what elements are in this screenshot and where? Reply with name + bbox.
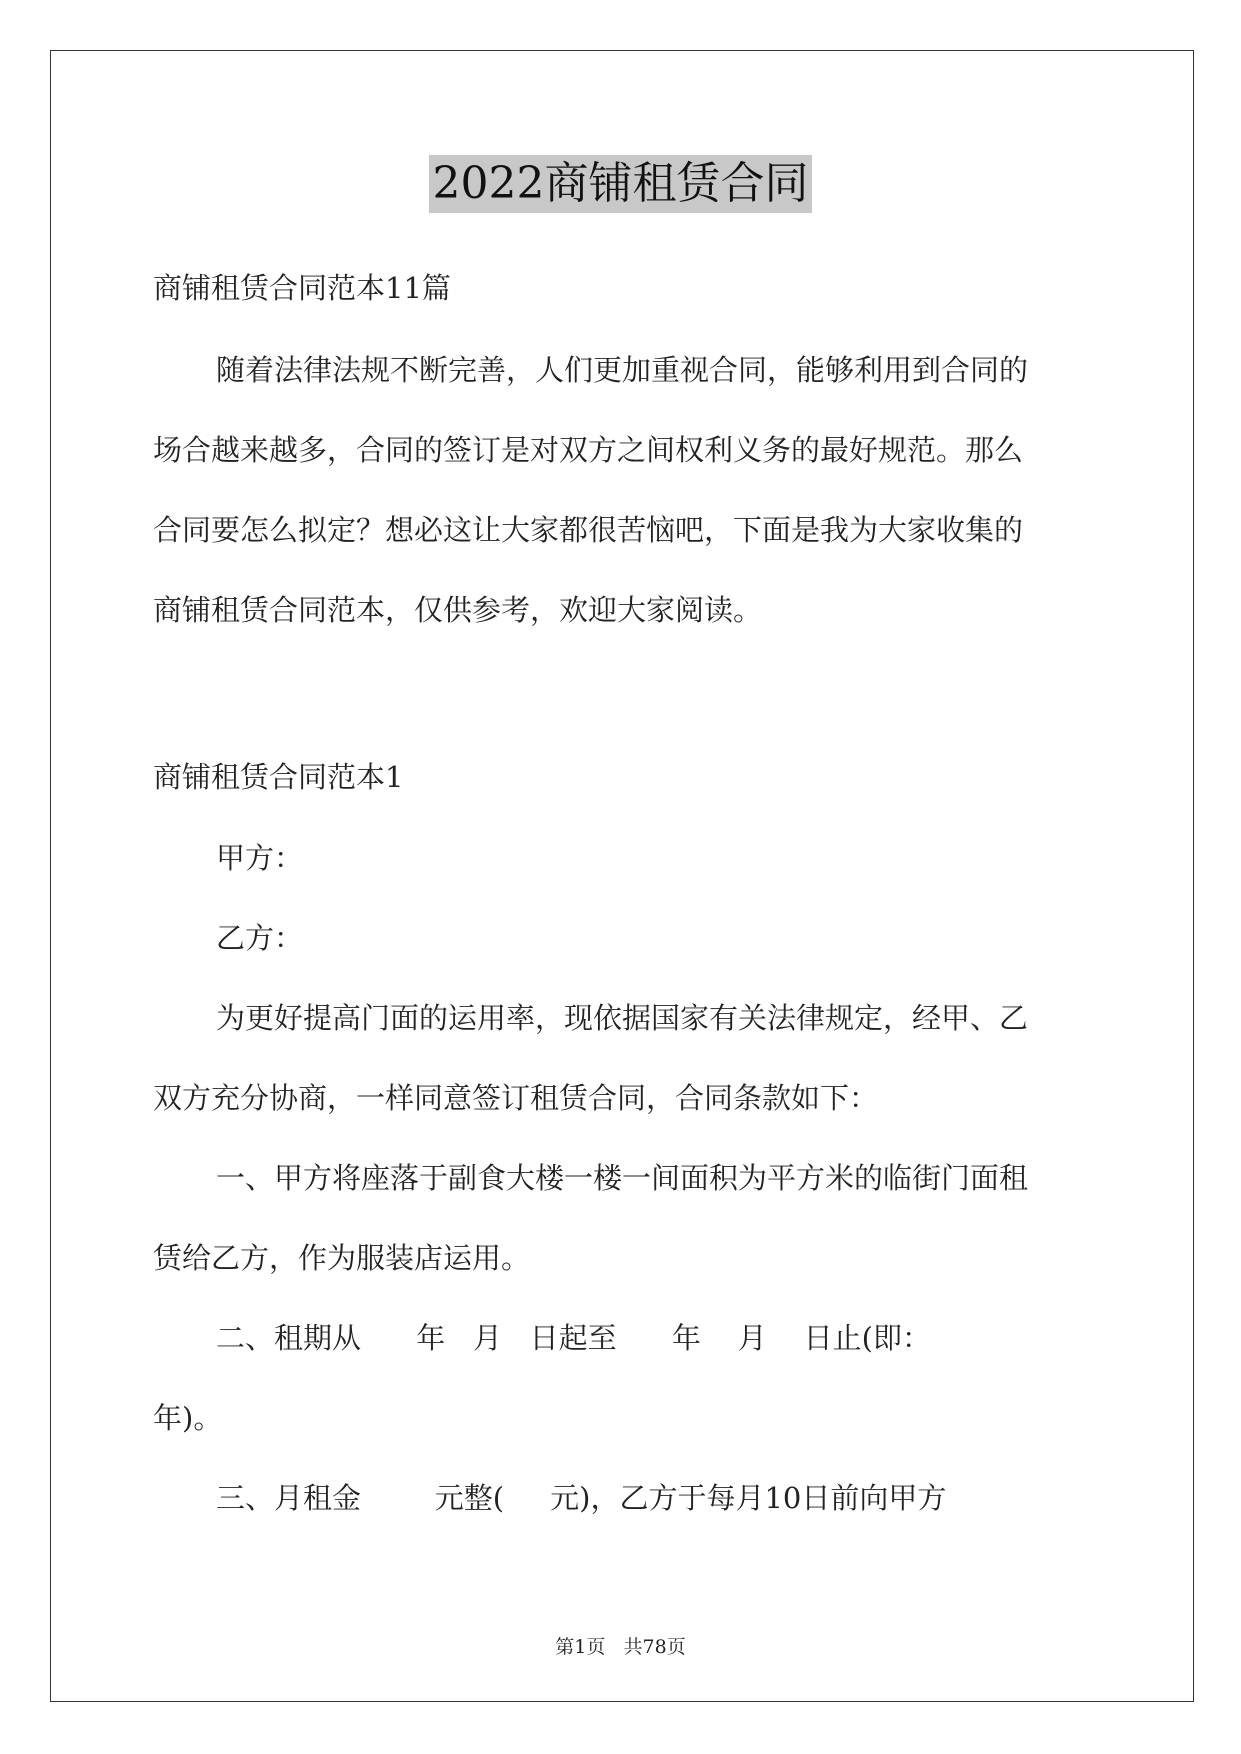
- clause-3-line-1: 三、月租金 元整( 元)，乙方于每月10日前向甲方: [216, 1481, 947, 1515]
- party-b-label: 乙方：: [216, 921, 304, 955]
- page-number: 第1页: [555, 1636, 606, 1658]
- party-a-label: 甲方：: [216, 841, 304, 875]
- intro-line-4: 商铺租赁合同范本，仅供参考，欢迎大家阅读。: [153, 593, 763, 627]
- document-title: 2022商铺租赁合同: [429, 155, 813, 213]
- intro-line-2: 场合越来越多，合同的签订是对双方之间权利义务的最好规范。那么: [153, 433, 1024, 467]
- clause-1-line-2: 赁给乙方，作为服装店运用。: [153, 1241, 531, 1275]
- title-container: [0, 155, 1241, 213]
- page-footer: [0, 1632, 1241, 1659]
- document-subtitle: 商铺租赁合同范本11篇: [153, 271, 451, 305]
- preamble-line-2: 双方充分协商，一样同意签订租赁合同，合同条款如下：: [153, 1081, 879, 1115]
- clause-2-line-2: 年)。: [153, 1401, 223, 1435]
- preamble-line-1: 为更好提高门面的运用率，现依据国家有关法律规定，经甲、乙: [216, 1001, 1029, 1035]
- page-total: 共78页: [623, 1636, 686, 1658]
- clause-2-line-1: 二、租期从 年 月 日起至 年 月 日止(即：: [216, 1321, 931, 1355]
- intro-line-1: 随着法律法规不断完善，人们更加重视合同，能够利用到合同的: [216, 353, 1029, 387]
- intro-line-3: 合同要怎么拟定？想必这让大家都很苦恼吧，下面是我为大家收集的: [153, 513, 1024, 547]
- section-heading: 商铺租赁合同范本1: [153, 760, 404, 794]
- clause-1-line-1: 一、甲方将座落于副食大楼一楼一间面积为平方米的临街门面租: [216, 1161, 1029, 1195]
